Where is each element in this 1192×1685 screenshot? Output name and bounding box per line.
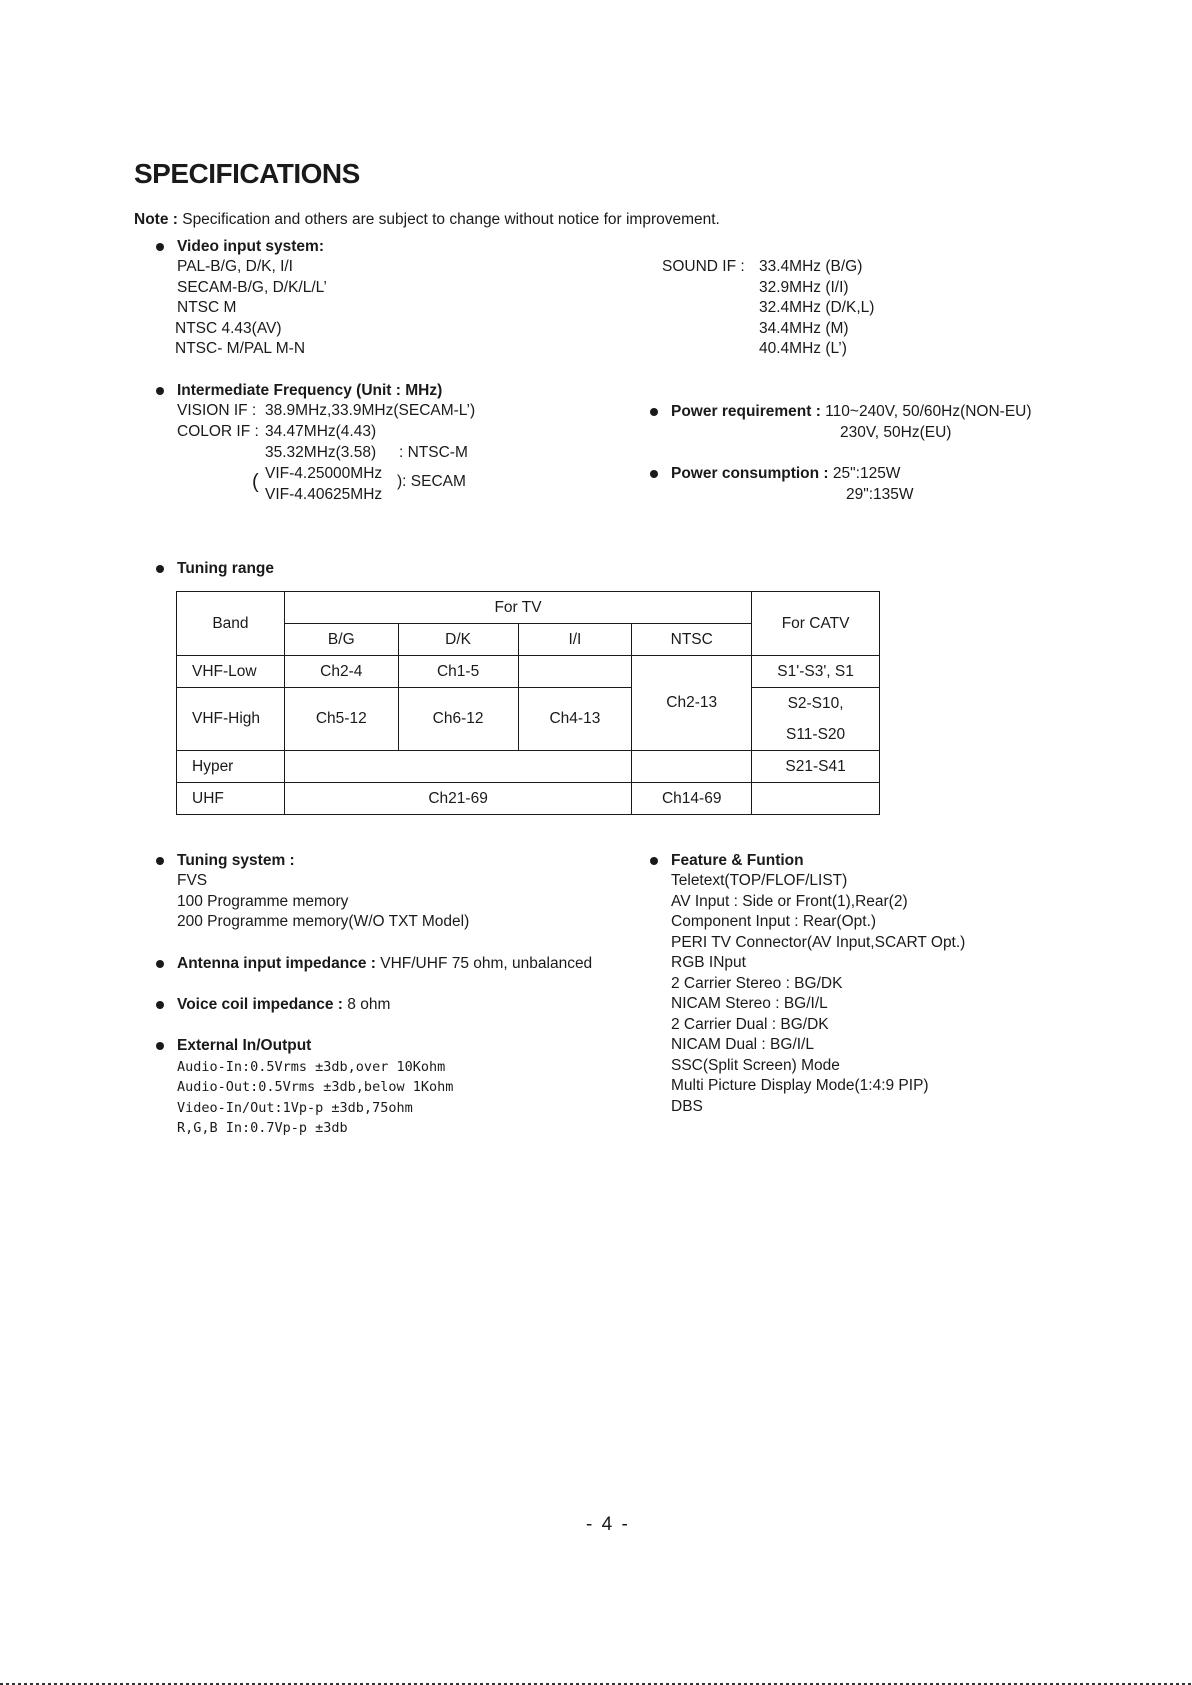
power-consumption [671, 464, 900, 484]
paren-open: ( [252, 471, 259, 493]
secam-label: ): SECAM [397, 473, 466, 490]
sound-if-label: SOUND IF : [662, 258, 745, 275]
bullet-icon [156, 387, 164, 395]
sound-if-value: 32.9MHz (I/I) [759, 279, 849, 296]
bullet-icon [650, 408, 658, 416]
feature-line: Teletext(TOP/FLOF/LIST) [671, 872, 848, 889]
table-cell: Ch5-12 [284, 688, 398, 751]
external-io-heading: External In/Output [177, 1037, 312, 1054]
header-ntsc: NTSC [632, 624, 752, 656]
external-io-line: R,G,B In:0.7Vp-p ±3db [177, 1120, 348, 1136]
table-cell: Ch14-69 [632, 783, 752, 815]
header-ii: I/I [518, 624, 632, 656]
antenna-label: Antenna input impedance : [177, 955, 376, 972]
if-heading: Intermediate Frequency (Unit : MHz) [177, 382, 443, 399]
feature-line: SSC(Split Screen) Mode [671, 1057, 840, 1074]
feature-line: PERI TV Connector(AV Input,SCART Opt.) [671, 934, 966, 951]
sound-if-value: 33.4MHz (B/G) [759, 258, 863, 275]
table-cell: Ch1-5 [398, 656, 518, 688]
antenna-value: VHF/UHF 75 ohm, unbalanced [375, 955, 593, 972]
bullet-icon [156, 1001, 164, 1009]
features-heading: Feature & Funtion [671, 852, 804, 869]
feature-line: Component Input : Rear(Opt.) [671, 913, 877, 930]
feature-line: NICAM Dual : BG/I/L [671, 1036, 814, 1053]
header-for-catv: For CATV [752, 592, 880, 656]
bullet-icon [156, 857, 164, 865]
tuning-system-heading: Tuning system : [177, 852, 295, 869]
power-requirement-value-eu: 230V, 50Hz(EU) [840, 424, 952, 441]
page-number: - 4 - [586, 1514, 630, 1535]
header-band: Band [177, 592, 285, 656]
note-label: Note : [134, 211, 178, 228]
video-input-line: NTSC M [177, 299, 237, 316]
tuning-system-line: 200 Programme memory(W/O TXT Model) [177, 913, 470, 930]
header-dk: D/K [398, 624, 518, 656]
feature-line: 2 Carrier Dual : BG/DK [671, 1016, 829, 1033]
power-requirement-label: Power requirement : [671, 403, 821, 420]
table-cell: S21-S41 [752, 751, 880, 783]
tuning-system-line: 100 Programme memory [177, 893, 349, 910]
note [134, 210, 720, 230]
antenna-impedance [177, 954, 592, 974]
table-row [177, 688, 880, 720]
tuning-range-table [176, 591, 880, 815]
table-row [177, 592, 880, 624]
video-input-line: PAL-B/G, D/K, I/I [177, 258, 293, 275]
header-for-tv: For TV [284, 592, 751, 624]
video-input-line: NTSC- M/PAL M-N [175, 340, 306, 357]
power-consumption-value: 25":125W [828, 465, 901, 482]
table-cell: Ch4-13 [518, 688, 632, 751]
sound-if-value: 40.4MHz (L’) [759, 340, 847, 357]
table-cell [632, 751, 752, 783]
table-cell: Ch2-4 [284, 656, 398, 688]
feature-line: DBS [671, 1098, 703, 1115]
power-consumption-value-29: 29":135W [846, 486, 914, 503]
vif-value: VIF-4.40625MHz [265, 486, 383, 503]
table-cell: Ch6-12 [398, 688, 518, 751]
external-io-line: Audio-Out:0.5Vrms ±3db,below 1Kohm [177, 1079, 454, 1095]
feature-line: NICAM Stereo : BG/I/L [671, 995, 828, 1012]
table-row [177, 751, 880, 783]
bullet-icon [650, 470, 658, 478]
color-if-value: 34.47MHz(4.43) [265, 423, 377, 440]
note-text: Specification and others are subject to change without notice for improvement. [177, 211, 720, 228]
table-cell [518, 656, 632, 688]
table-cell: S1'-S3', S1 [752, 656, 880, 688]
table-cell: S2-S10, [752, 688, 880, 720]
vision-if-value: 38.9MHz,33.9MHz(SECAM-L’) [265, 402, 476, 419]
sound-if-value: 32.4MHz (D/K,L) [759, 299, 875, 316]
table-row [177, 656, 880, 688]
table-cell: Ch21-69 [284, 783, 631, 815]
header-bg: B/G [284, 624, 398, 656]
vision-if-label: VISION IF : [177, 402, 257, 419]
bullet-icon [650, 857, 658, 865]
bullet-icon [156, 960, 164, 968]
video-input-line: NTSC 4.43(AV) [175, 320, 282, 337]
voice-coil-label: Voice coil impedance : [177, 996, 343, 1013]
ntsc-if-value: 35.32MHz(3.58) [265, 444, 377, 461]
table-row [177, 783, 880, 815]
sound-if-value: 34.4MHz (M) [759, 320, 849, 337]
feature-line: AV Input : Side or Front(1),Rear(2) [671, 893, 908, 910]
ntsc-if-label: : NTSC-M [399, 444, 468, 461]
band-cell: VHF-High [177, 688, 285, 751]
tuning-range-heading: Tuning range [177, 560, 275, 577]
external-io-line: Video-In/Out:1Vp-p ±3db,75ohm [177, 1100, 413, 1116]
page-title: SPECIFICATIONS [134, 158, 360, 189]
external-io-line: Audio-In:0.5Vrms ±3db,over 10Kohm [177, 1059, 446, 1075]
power-requirement-value: 110~240V, 50/60Hz(NON-EU) [820, 403, 1032, 420]
feature-line: 2 Carrier Stereo : BG/DK [671, 975, 843, 992]
video-input-heading: Video input system: [177, 238, 324, 255]
table-cell: S11-S20 [752, 719, 880, 751]
bullet-icon [156, 1042, 164, 1050]
table-cell: Ch2-13 [632, 656, 752, 751]
table-cell [752, 783, 880, 815]
voice-coil-value: 8 ohm [342, 996, 391, 1013]
tuning-system-line: FVS [177, 872, 208, 889]
power-requirement [671, 402, 1032, 422]
bullet-icon [156, 243, 164, 251]
feature-line: RGB INput [671, 954, 746, 971]
power-consumption-label: Power consumption : [671, 465, 829, 482]
band-cell: UHF [177, 783, 285, 815]
color-if-label: COLOR IF : [177, 423, 259, 440]
voice-coil-impedance [177, 995, 390, 1015]
video-input-line: SECAM-B/G, D/K/L/L’ [177, 279, 327, 296]
feature-line: Multi Picture Display Mode(1:4:9 PIP) [671, 1077, 929, 1094]
vif-value: VIF-4.25000MHz [265, 465, 383, 482]
table-cell [284, 751, 631, 783]
band-cell: Hyper [177, 751, 285, 783]
band-cell: VHF-Low [177, 656, 285, 688]
bullet-icon [156, 565, 164, 573]
